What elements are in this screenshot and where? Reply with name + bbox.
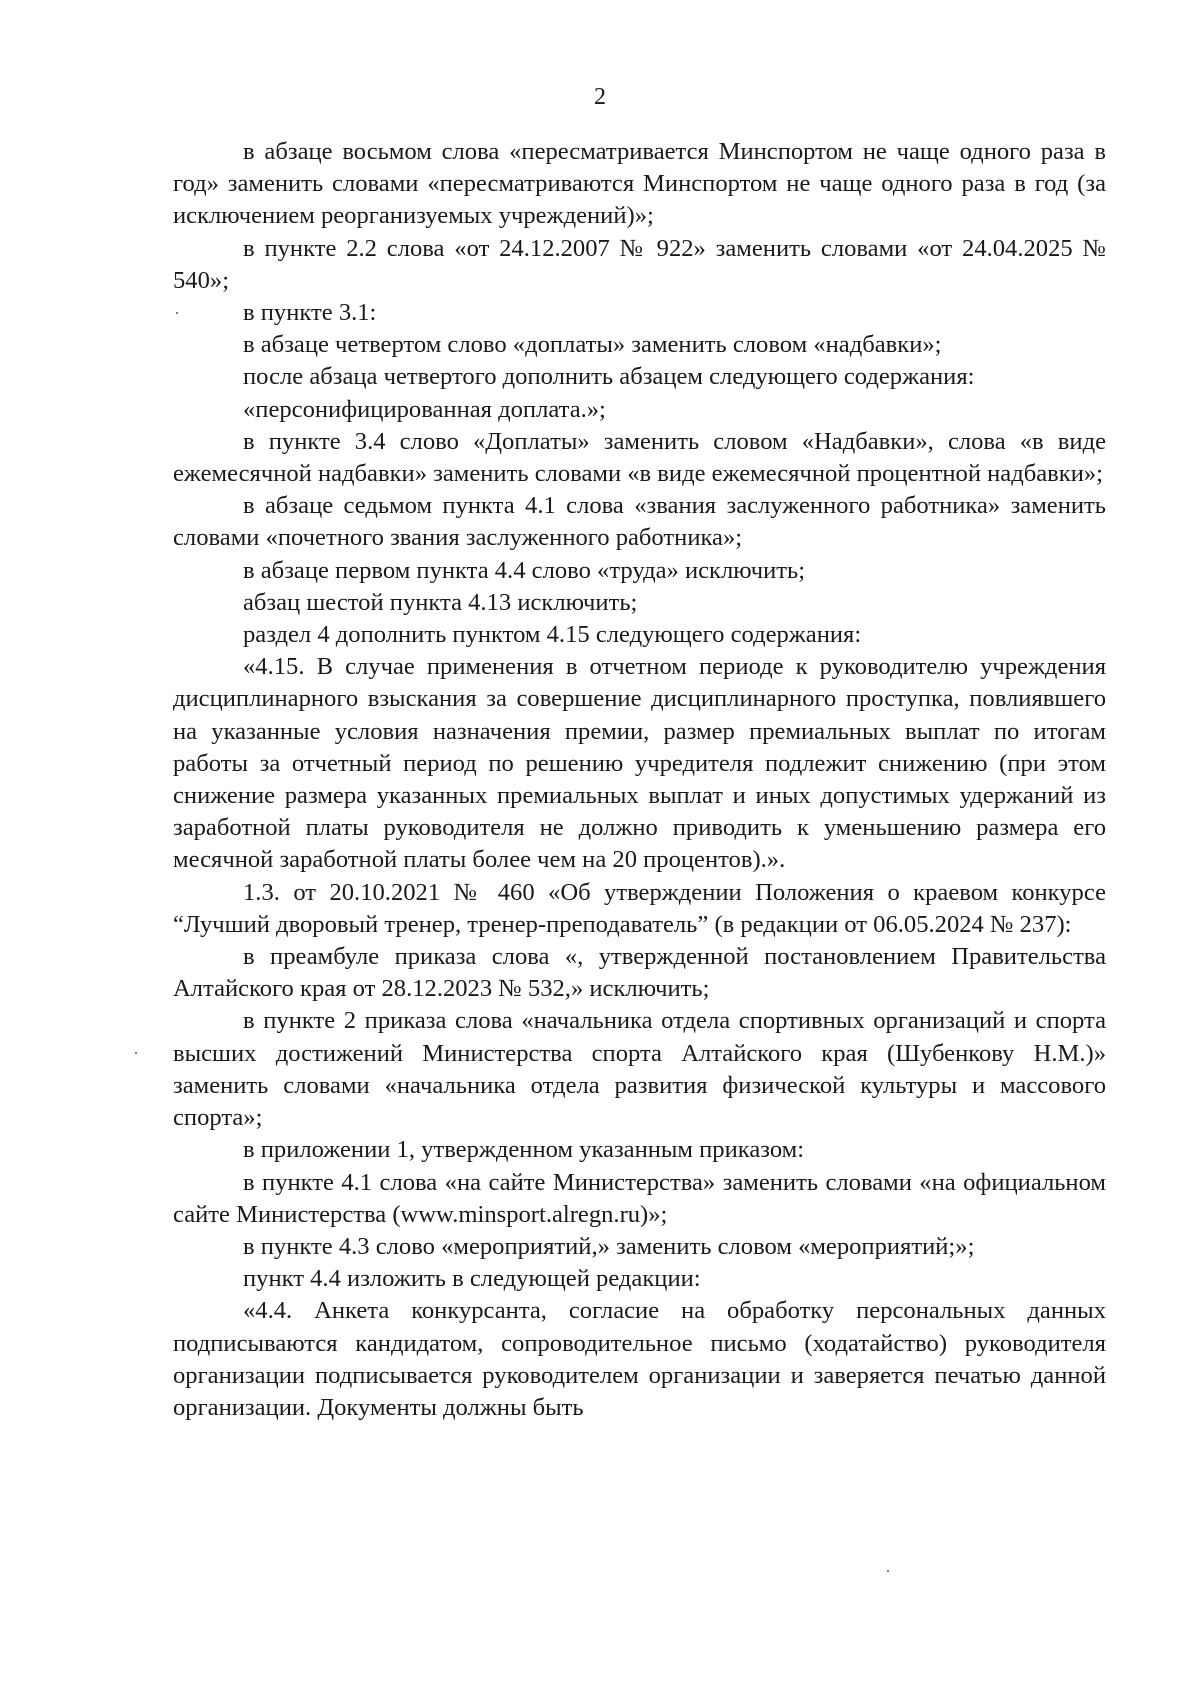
paragraph: 1.3. от 20.10.2021 № 460 «Об утверждении Положения о краевом конкурсе “Лучший дворовый тренер, тренер-преподаватель” (в редакции от 06.05.2024 № 237): [173, 878, 1106, 938]
paragraph: в абзаце седьмом пункта 4.1 слова «звания заслуженного работника» заменить словами «почетного звания заслуженного работника»; [173, 492, 1106, 552]
page-number: 2 [594, 84, 606, 110]
scan-speck [887, 1570, 889, 1572]
paragraph: в пункте 2 приказа слова «начальника отдела спортивных организаций и спорта высших достижений Министерства спорта Алтайского края (Шубенкову Н.М.)» заменить словами «начальника отдела развития физической культуры и массового спорта»; [173, 1007, 1106, 1132]
paragraph: «4.4. Анкета конкурсанта, согласие на обработку персональных данных подписываются кандидатом, сопроводительное письмо (ходатайство) руководителя организации подписывается руководителем организации и заверяется печатью данной организации. Документы должны быть [173, 1297, 1106, 1421]
paragraph: пункт 4.4 изложить в следующей редакции: [243, 1265, 701, 1293]
scan-speck [135, 1052, 137, 1054]
paragraph: в пункте 3.4 слово «Доплаты» заменить словом «Надбавки», слова «в виде ежемесячной надбавки» заменить словами «в виде ежемесячной процентной надбавки»; [173, 427, 1106, 488]
paragraph: в абзаце восьмом слова «пересматривается Минспортом не чаще одного раза в год» заменить словами «пересматриваются Минспортом не чаще одного раза в год (за исключением реорганизуемых учреждений)»; [173, 138, 1106, 230]
paragraph: в пункте 4.1 слова «на сайте Министерства» заменить словами «на официальном сайте Министерства (www.minsport.alregn.ru)»; [173, 1168, 1106, 1228]
paragraph: в абзаце первом пункта 4.4 слово «труда» исключить; [243, 556, 806, 584]
paragraph: в пункте 3.1: [243, 299, 377, 327]
scan-speck [176, 312, 178, 314]
paragraph: раздел 4 дополнить пунктом 4.15 следующего содержания: [243, 621, 862, 649]
paragraph: абзац шестой пункта 4.13 исключить; [243, 588, 638, 616]
paragraph: в абзаце четвертом слово «доплаты» заменить словом «надбавки»; [243, 331, 942, 359]
paragraph: в приложении 1, утвержденном указанным приказом: [243, 1136, 805, 1164]
paragraph: «персонифицированная доплата.»; [243, 395, 606, 423]
paragraph: в пункте 2.2 слова «от 24.12.2007 № 922» заменить словами «от 24.04.2025 № 540»; [173, 234, 1106, 294]
document-body [173, 136, 1106, 1424]
paragraph: в преамбуле приказа слова «, утвержденной постановлением Правительства Алтайского края от 28.12.2023 № 532,» исключить; [173, 943, 1106, 1003]
paragraph: в пункте 4.3 слово «мероприятий,» заменить словом «мероприятий;»; [243, 1232, 975, 1260]
paragraph: «4.15. В случае применения в отчетном периоде к руководителю учреждения дисциплинарного взыскания за совершение дисциплинарного проступка, повлиявшего на указанные условия назначения премии, размер премиальных выплат по итогам работы за отчетный период по решению учредителя подлежит снижению (при этом снижение размера указанных премиальных выплат и иных допустимых удержаний из заработной платы руководителя не должно приводить к уменьшению размера его месячной заработной платы более чем на 20 процентов).». [173, 653, 1106, 874]
paragraph: после абзаца четвертого дополнить абзацем следующего содержания: [243, 363, 975, 391]
